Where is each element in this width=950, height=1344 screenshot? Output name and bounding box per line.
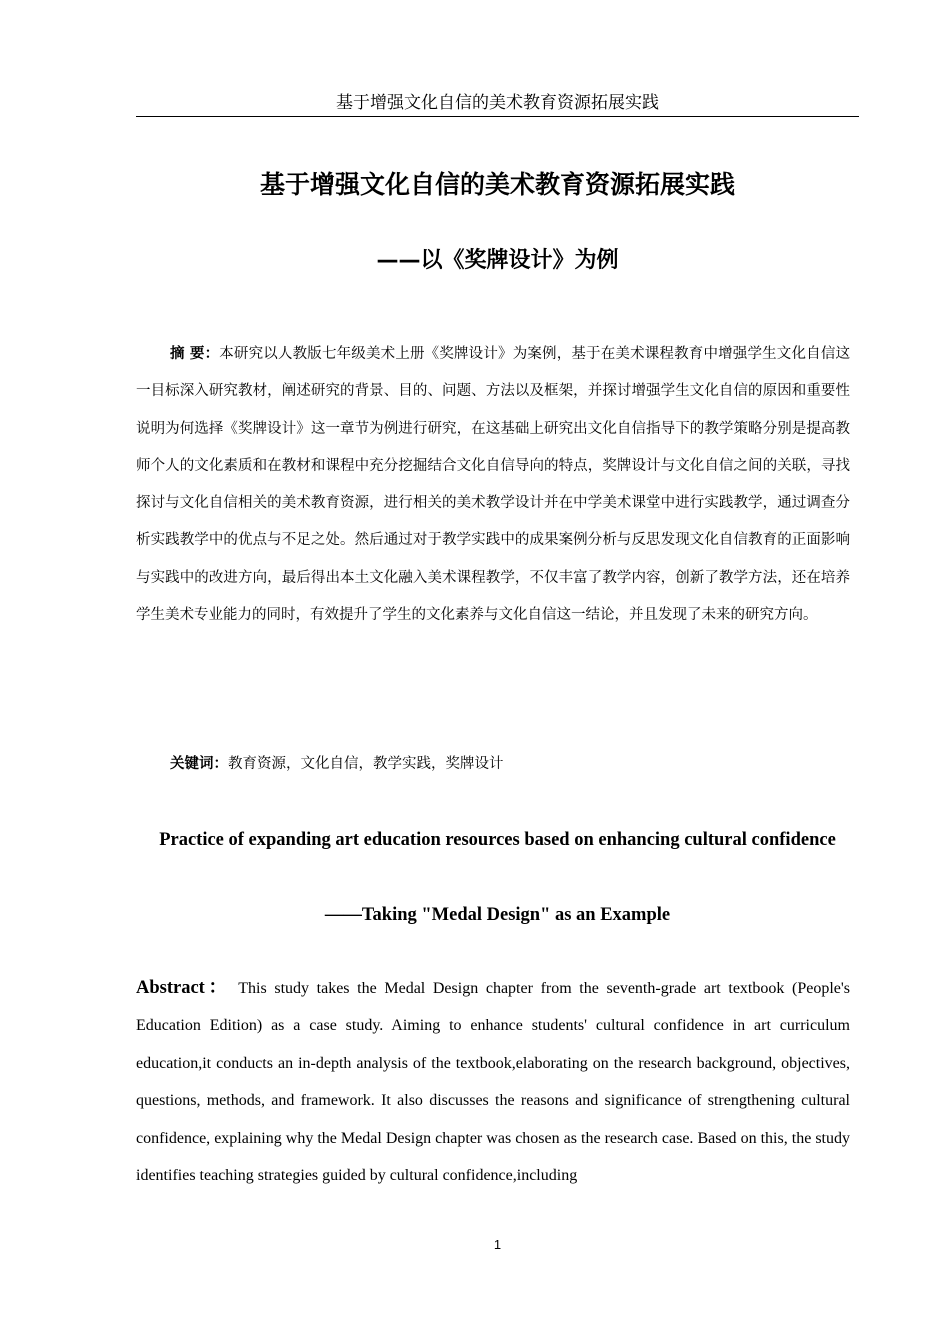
subtitle-zh: ——以《奖牌设计》为例 (376, 248, 619, 273)
keywords-zh-text: 教育资源，文化自信，教学实践，奖牌设计 (228, 756, 504, 772)
abstract-zh-text: 本研究以人教版七年级美术上册《奖牌设计》为案例，基于在美术课程教育中增强学生文化自信这一目标深入研究教材，阐述研究的背景、目的、问题、方法以及框架，并探讨增强学生文化自信的原因和重要性说明为何选择《奖牌设计》这一章节为例进行研究，在这基础上研究出文化自信指导下的教学策略分别是提高教师个人的文化素质和在教材和课程中充分挖掘结合文化自信导向的特点，奖牌设计与文化自信之间的关联，寻找探讨与文化自信相关的美术教育资源，进行相关的美术教学设计并在中学美术课堂中进行实践教学，通过调查分析实践教学中的优点与不足之处。然后通过对于教学实践中的成果案例分析与反思发现文化自信教育的正面影响与实践中的改进方向，最后得出本土文化融入美术课程教学，不仅丰富了教学内容，创新了教学方法，还在培养学生美术专业能力的同时，有效提升了学生的文化素养与文化自信这一结论，并且发现了未来的研究方向。 (136, 346, 850, 624)
abstract-en-label: Abstract： (136, 978, 231, 998)
subtitle-en: ——Taking "Medal Design" as an Example (324, 905, 671, 925)
page-number: 1 (493, 1237, 502, 1252)
keywords-zh (170, 746, 850, 782)
running-header: 基于增强文化自信的美术教育资源拓展实践 (336, 93, 659, 113)
abstract-zh (136, 336, 850, 634)
title-en: Practice of expanding art education resources based on enhancing cultural confidence (159, 830, 836, 850)
header-rule (136, 116, 859, 117)
keywords-zh-label: 关键词： (170, 756, 228, 772)
title-zh: 基于增强文化自信的美术教育资源拓展实践 (259, 170, 735, 199)
abstract-en (136, 970, 850, 1194)
abstract-zh-label: 摘 要： (170, 346, 220, 362)
abstract-en-text: This study takes the Medal Design chapter from the seventh-grade art textbook (People's Education Edition) as a case study. Aiming to enhance students' cultural confidence in art curriculum education,it conducts an in-depth analysis of the textbook,elaborating on the research background, objectives, questions, methods, and framework. It also discusses the reasons and significance of strengthening cultural confidence, explaining why the Medal Design chapter was chosen as the research case. Based on this, the study identifies teaching strategies guided by cultural confidence,including (136, 980, 850, 1185)
